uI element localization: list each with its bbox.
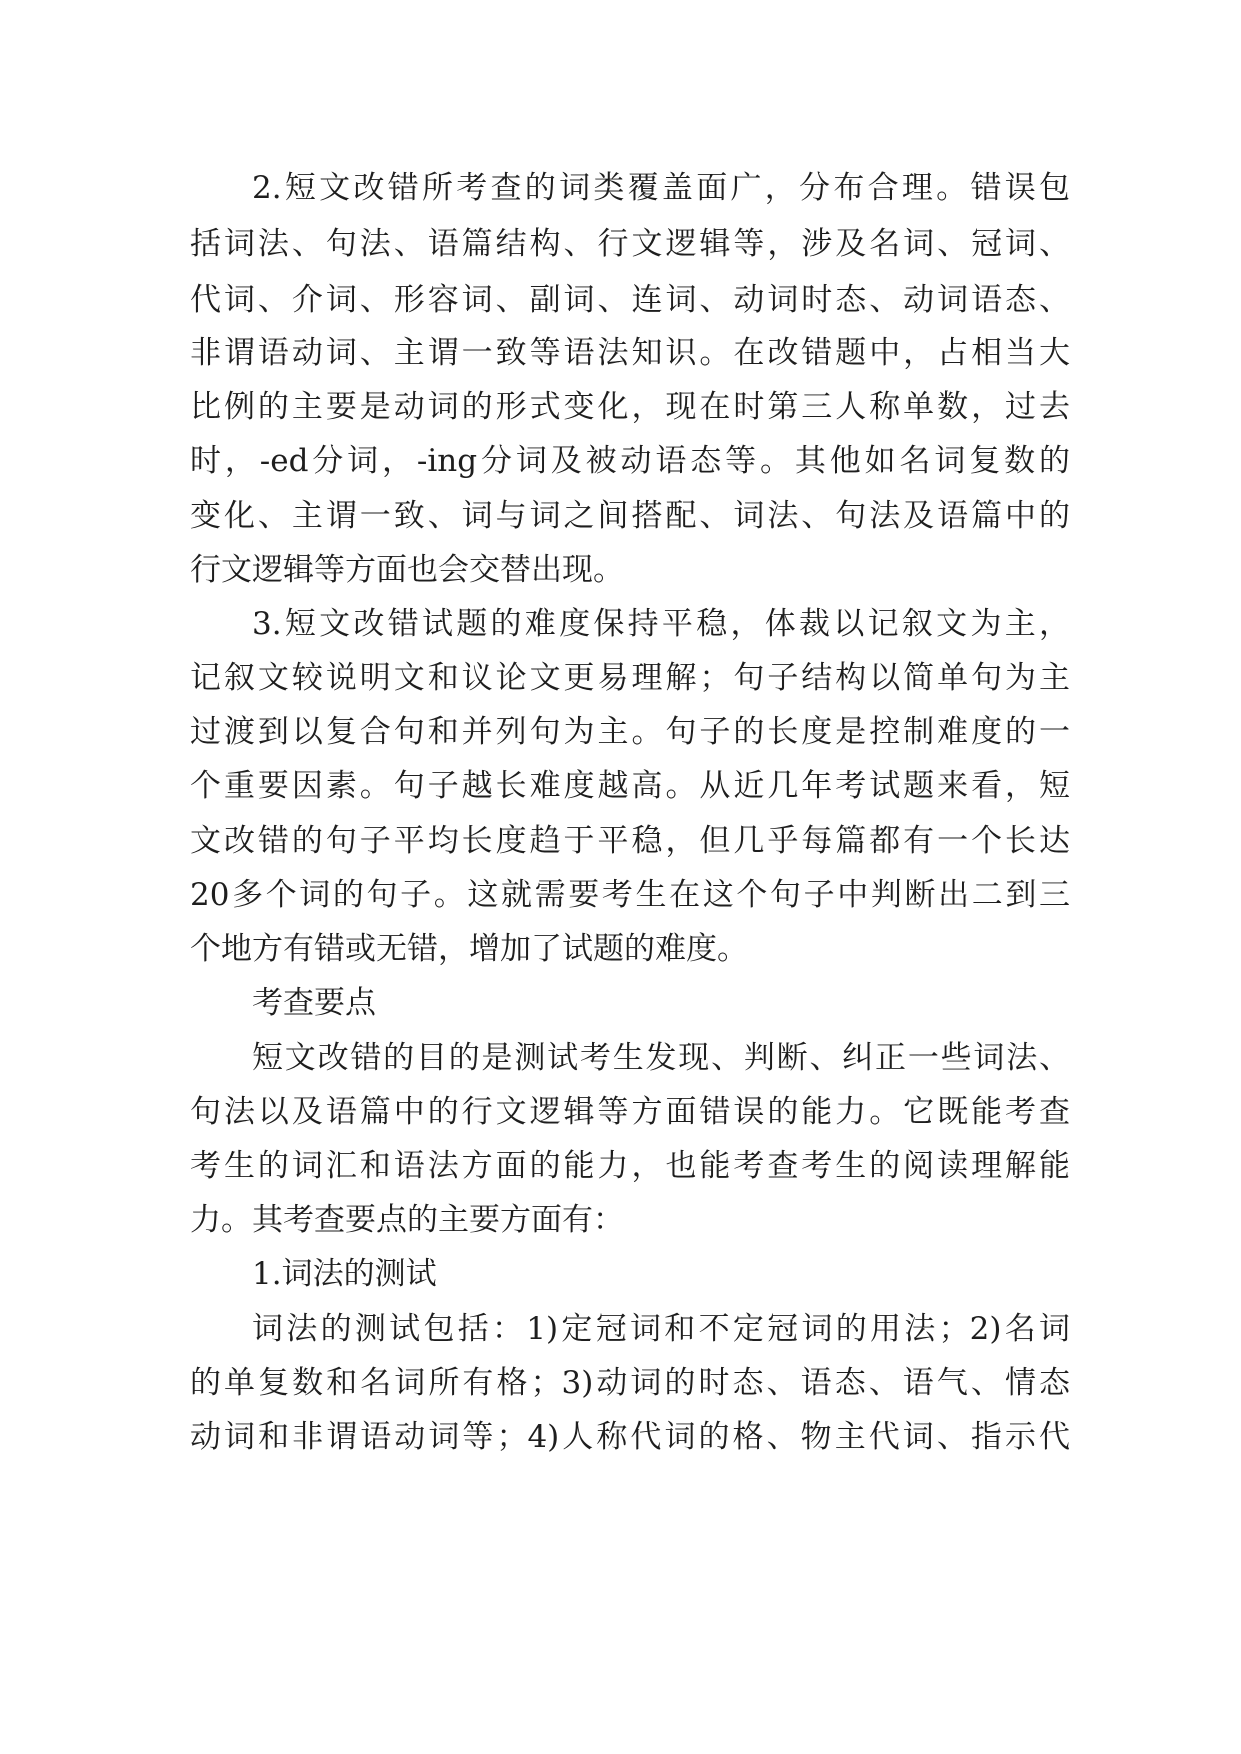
paragraph-2-line: 代词、介词、形容词、副词、连词、动词时态、动词语态、 bbox=[190, 282, 1070, 318]
subsection-heading: 1.词法的测试 bbox=[252, 1256, 437, 1292]
paragraph-lexis-line: 动词和非谓语动词等；4)人称代词的格、物主代词、指示代 bbox=[190, 1419, 1070, 1455]
paragraph-3-line: 记叙文较说明文和议论文更易理解；句子结构以简单句为主 bbox=[190, 660, 1070, 696]
paragraph-2-line: 比例的主要是动词的形式变化，现在时第三人称单数，过去 bbox=[190, 389, 1070, 425]
paragraph-2-heading-line: 2.短文改错所考查的词类覆盖面广，分布合理。错误包 bbox=[252, 170, 1070, 206]
paragraph-3-line: 文改错的句子平均长度趋于平稳，但几乎每篇都有一个长达 bbox=[190, 823, 1070, 859]
paragraph-intro-line: 考生的词汇和语法方面的能力，也能考查考生的阅读理解能 bbox=[190, 1148, 1070, 1184]
paragraph-3-line: 过渡到以复合句和并列句为主。句子的长度是控制难度的一 bbox=[190, 714, 1070, 750]
paragraph-3-line: 个地方有错或无错，增加了试题的难度。 bbox=[190, 931, 748, 967]
paragraph-2-line: 行文逻辑等方面也会交替出现。 bbox=[190, 552, 624, 588]
paragraph-intro-line: 短文改错的目的是测试考生发现、判断、纠正一些词法、 bbox=[252, 1040, 1070, 1076]
paragraph-2-line: 括词法、句法、语篇结构、行文逻辑等，涉及名词、冠词、 bbox=[190, 226, 1070, 262]
paragraph-intro-line: 句法以及语篇中的行文逻辑等方面错误的能力。它既能考查 bbox=[190, 1094, 1070, 1130]
paragraph-3-line: 20多个词的句子。这就需要考生在这个句子中判断出二到三 bbox=[190, 877, 1070, 913]
paragraph-3-line: 个重要因素。句子越长难度越高。从近几年考试题来看，短 bbox=[190, 768, 1070, 804]
paragraph-lexis-line: 词法的测试包括：1)定冠词和不定冠词的用法；2)名词 bbox=[252, 1311, 1070, 1347]
paragraph-intro-line: 力。其考查要点的主要方面有： bbox=[190, 1202, 624, 1238]
paragraph-3-heading-line: 3.短文改错试题的难度保持平稳，体裁以记叙文为主， bbox=[252, 606, 1070, 642]
paragraph-lexis-line: 的单复数和名词所有格；3)动词的时态、语态、语气、情态 bbox=[190, 1365, 1070, 1401]
paragraph-2-line: 变化、主谓一致、词与词之间搭配、词法、句法及语篇中的 bbox=[190, 498, 1070, 534]
section-heading: 考查要点 bbox=[252, 985, 376, 1021]
paragraph-2-line: 时，-ed分词，-ing分词及被动语态等。其他如名词复数的 bbox=[190, 443, 1070, 479]
paragraph-2-line: 非谓语动词、主谓一致等语法知识。在改错题中，占相当大 bbox=[190, 335, 1070, 371]
